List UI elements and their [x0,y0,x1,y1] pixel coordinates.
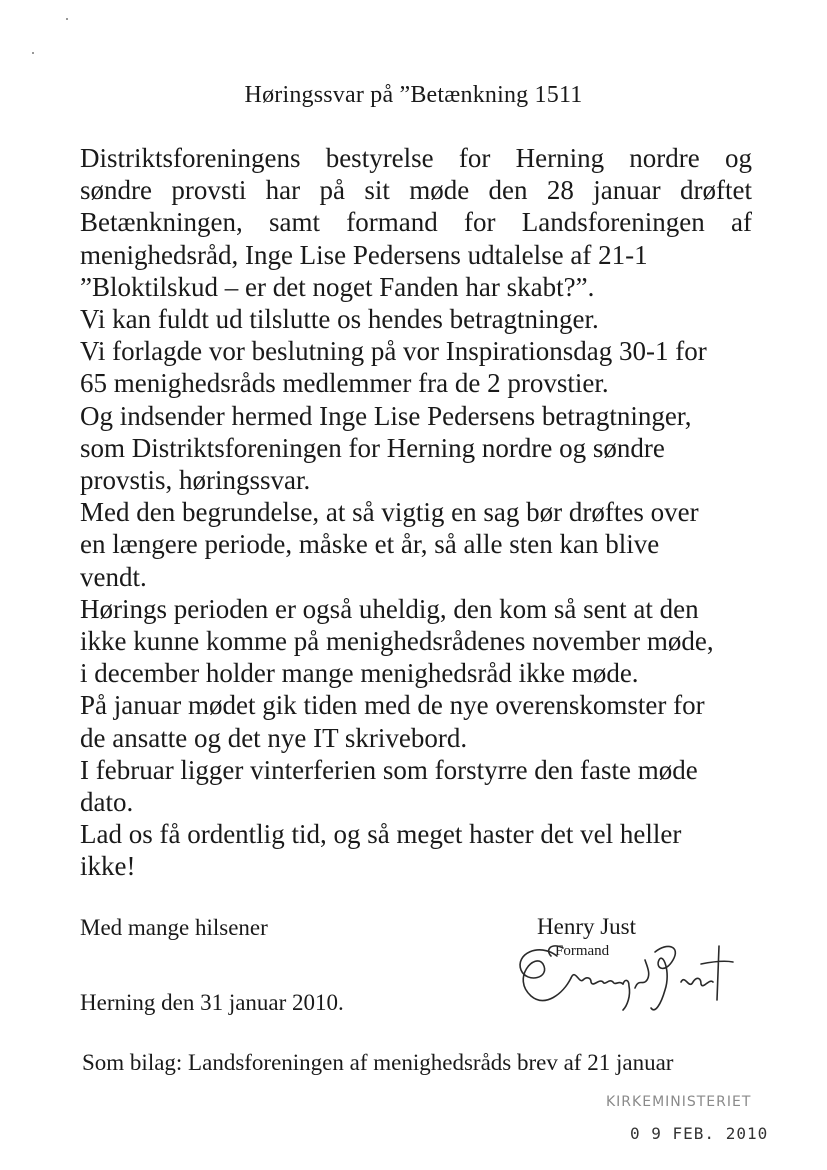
body-line: en længere periode, måske et år, så alle sten kan blive [80,529,660,560]
body-line: som Distriktsforeningen for Herning nordre og søndre [80,432,665,463]
attachment-note: Som bilag: Landsforeningen af menighedsråds brev af 21 januar [82,1050,674,1075]
body-line: de ansatte og det nye IT skrivebord. [80,722,468,753]
scan-speck [32,52,34,54]
body-line: Distriktsforeningens bestyrelse for Herning nordre og [80,143,752,173]
received-stamp-organization: KIRKEMINISTERIET [606,1094,752,1110]
place-and-date: Herning den 31 januar 2010. [80,990,344,1015]
body-line: i december holder mange menighedsråd ikke møde. [80,658,639,689]
body-line: Lad os få ordentlig tid, og så meget haster det vel heller [80,819,682,850]
signer-title: Formand [555,943,610,959]
body-line: Hørings perioden er også uheldig, den kom så sent at den [80,593,699,624]
body-line: dato. [80,787,134,818]
document-title: Høringssvar på ”Betænkning 1511 [244,82,583,108]
body-line: Betænkningen, samt formand for Landsforeningen af [80,207,752,238]
scan-speck [66,18,68,20]
body-line: 65 menighedsråds medlemmer fra de 2 provstier. [80,368,609,399]
body-line: Vi kan fuldt ud tilslutte os hendes betragtninger. [80,304,599,335]
body-line: ikke kunne komme på menighedsrådenes november møde, [80,626,714,657]
signer-name: Henry Just [537,914,637,939]
body-line: provstis, høringssvar. [80,465,311,496]
received-stamp-date: 0 9 FEB. 2010 [630,1124,769,1143]
body-line: menighedsråd, Inge Lise Pedersens udtalelse af 21-1 [80,239,648,270]
body-line: ”Bloktilskud – er det noget Fanden har skabt?”. [80,271,595,302]
closing-greeting: Med mange hilsener [80,915,268,940]
body-line: Med den begrundelse, at så vigtig en sag bør drøftes over [80,497,699,528]
body-line: vendt. [80,561,147,592]
body-line: Og indsender hermed Inge Lise Pedersens betragtninger, [80,400,692,431]
handwritten-signature [505,938,735,1020]
body-line: På januar mødet gik tiden med de nye overenskomster for [80,690,705,721]
body-line: I februar ligger vinterferien som forstyrre den faste møde [80,754,698,785]
body-line: ikke! [80,851,136,882]
letter-body [80,142,752,883]
body-line: Vi forlagde vor beslutning på vor Inspirationsdag 30-1 for [80,336,707,367]
body-line: søndre provsti har på sit møde den 28 januar drøftet [80,175,752,206]
